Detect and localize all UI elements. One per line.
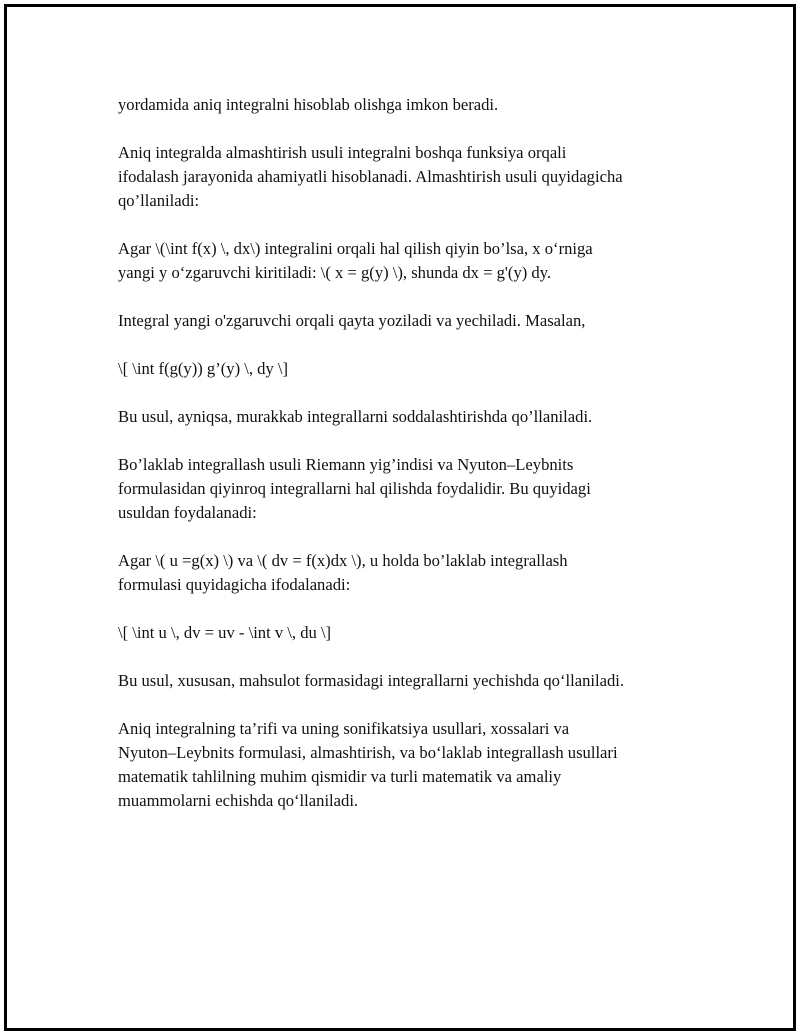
- paragraph-integration-by-parts: Bo’laklab integrallash usuli Riemann yig’indisi va Nyuton–Leybnits formulasidan qiyinroq integrallarni hal qilishda foydalidir. Bu quyidagi usuldan foydalanadi:: [118, 455, 591, 522]
- paragraph-substitution-method: Aniq integralda almashtirish usuli integralni boshqa funksiya orqali ifodalash jarayonida ahamiyatli hisoblanadi. Almashtirish usuli quyidagicha qo’llaniladi:: [118, 143, 623, 210]
- paragraph-parts-usage: Bu usul, xususan, mahsulot formasidagi integrallarni yechishda qo‘llaniladi.: [118, 671, 625, 690]
- paragraph-conclusion: Aniq integralning ta’rifi va uning sonifikatsiya usullari, xossalari va Nyuton–Leybnits formulasi, almashtirish, va bo‘laklab integrallash usullari matematik tahlilning muhim qismidir va turli matematik va amaliy muammolarni echishda qo‘llaniladi.: [118, 719, 618, 810]
- formula-substitution: \[ \int f(g(y)) g’(y) \, dy \]: [118, 359, 289, 378]
- document-body: [118, 93, 693, 813]
- paragraph-substitution-usage: Bu usul, ayniqsa, murakkab integrallarni soddalashtirishda qo’llaniladi.: [118, 407, 593, 426]
- paragraph-rewrite-example: Integral yangi o'zgaruvchi orqali qayta yoziladi va yechiladi. Masalan,: [118, 311, 586, 330]
- formula-integration-by-parts: \[ \int u \, dv = uv - \int v \, du \]: [118, 623, 332, 642]
- paragraph-substitution-rule: Agar \(\int f(x) \, dx\) integralini orqali hal qilish qiyin bo’lsa, x o‘rniga yangi y o‘zgaruvchi kiritiladi: \( x = g(y) \), shunda dx = g'(y) dy.: [118, 239, 593, 282]
- paragraph-intro: yordamida aniq integralni hisoblab olishga imkon beradi.: [118, 95, 499, 114]
- paragraph-parts-rule: Agar \( u =g(x) \) va \( dv = f(x)dx \), u holda bo’laklab integrallash formulasi quyidagicha ifodalanadi:: [118, 551, 568, 594]
